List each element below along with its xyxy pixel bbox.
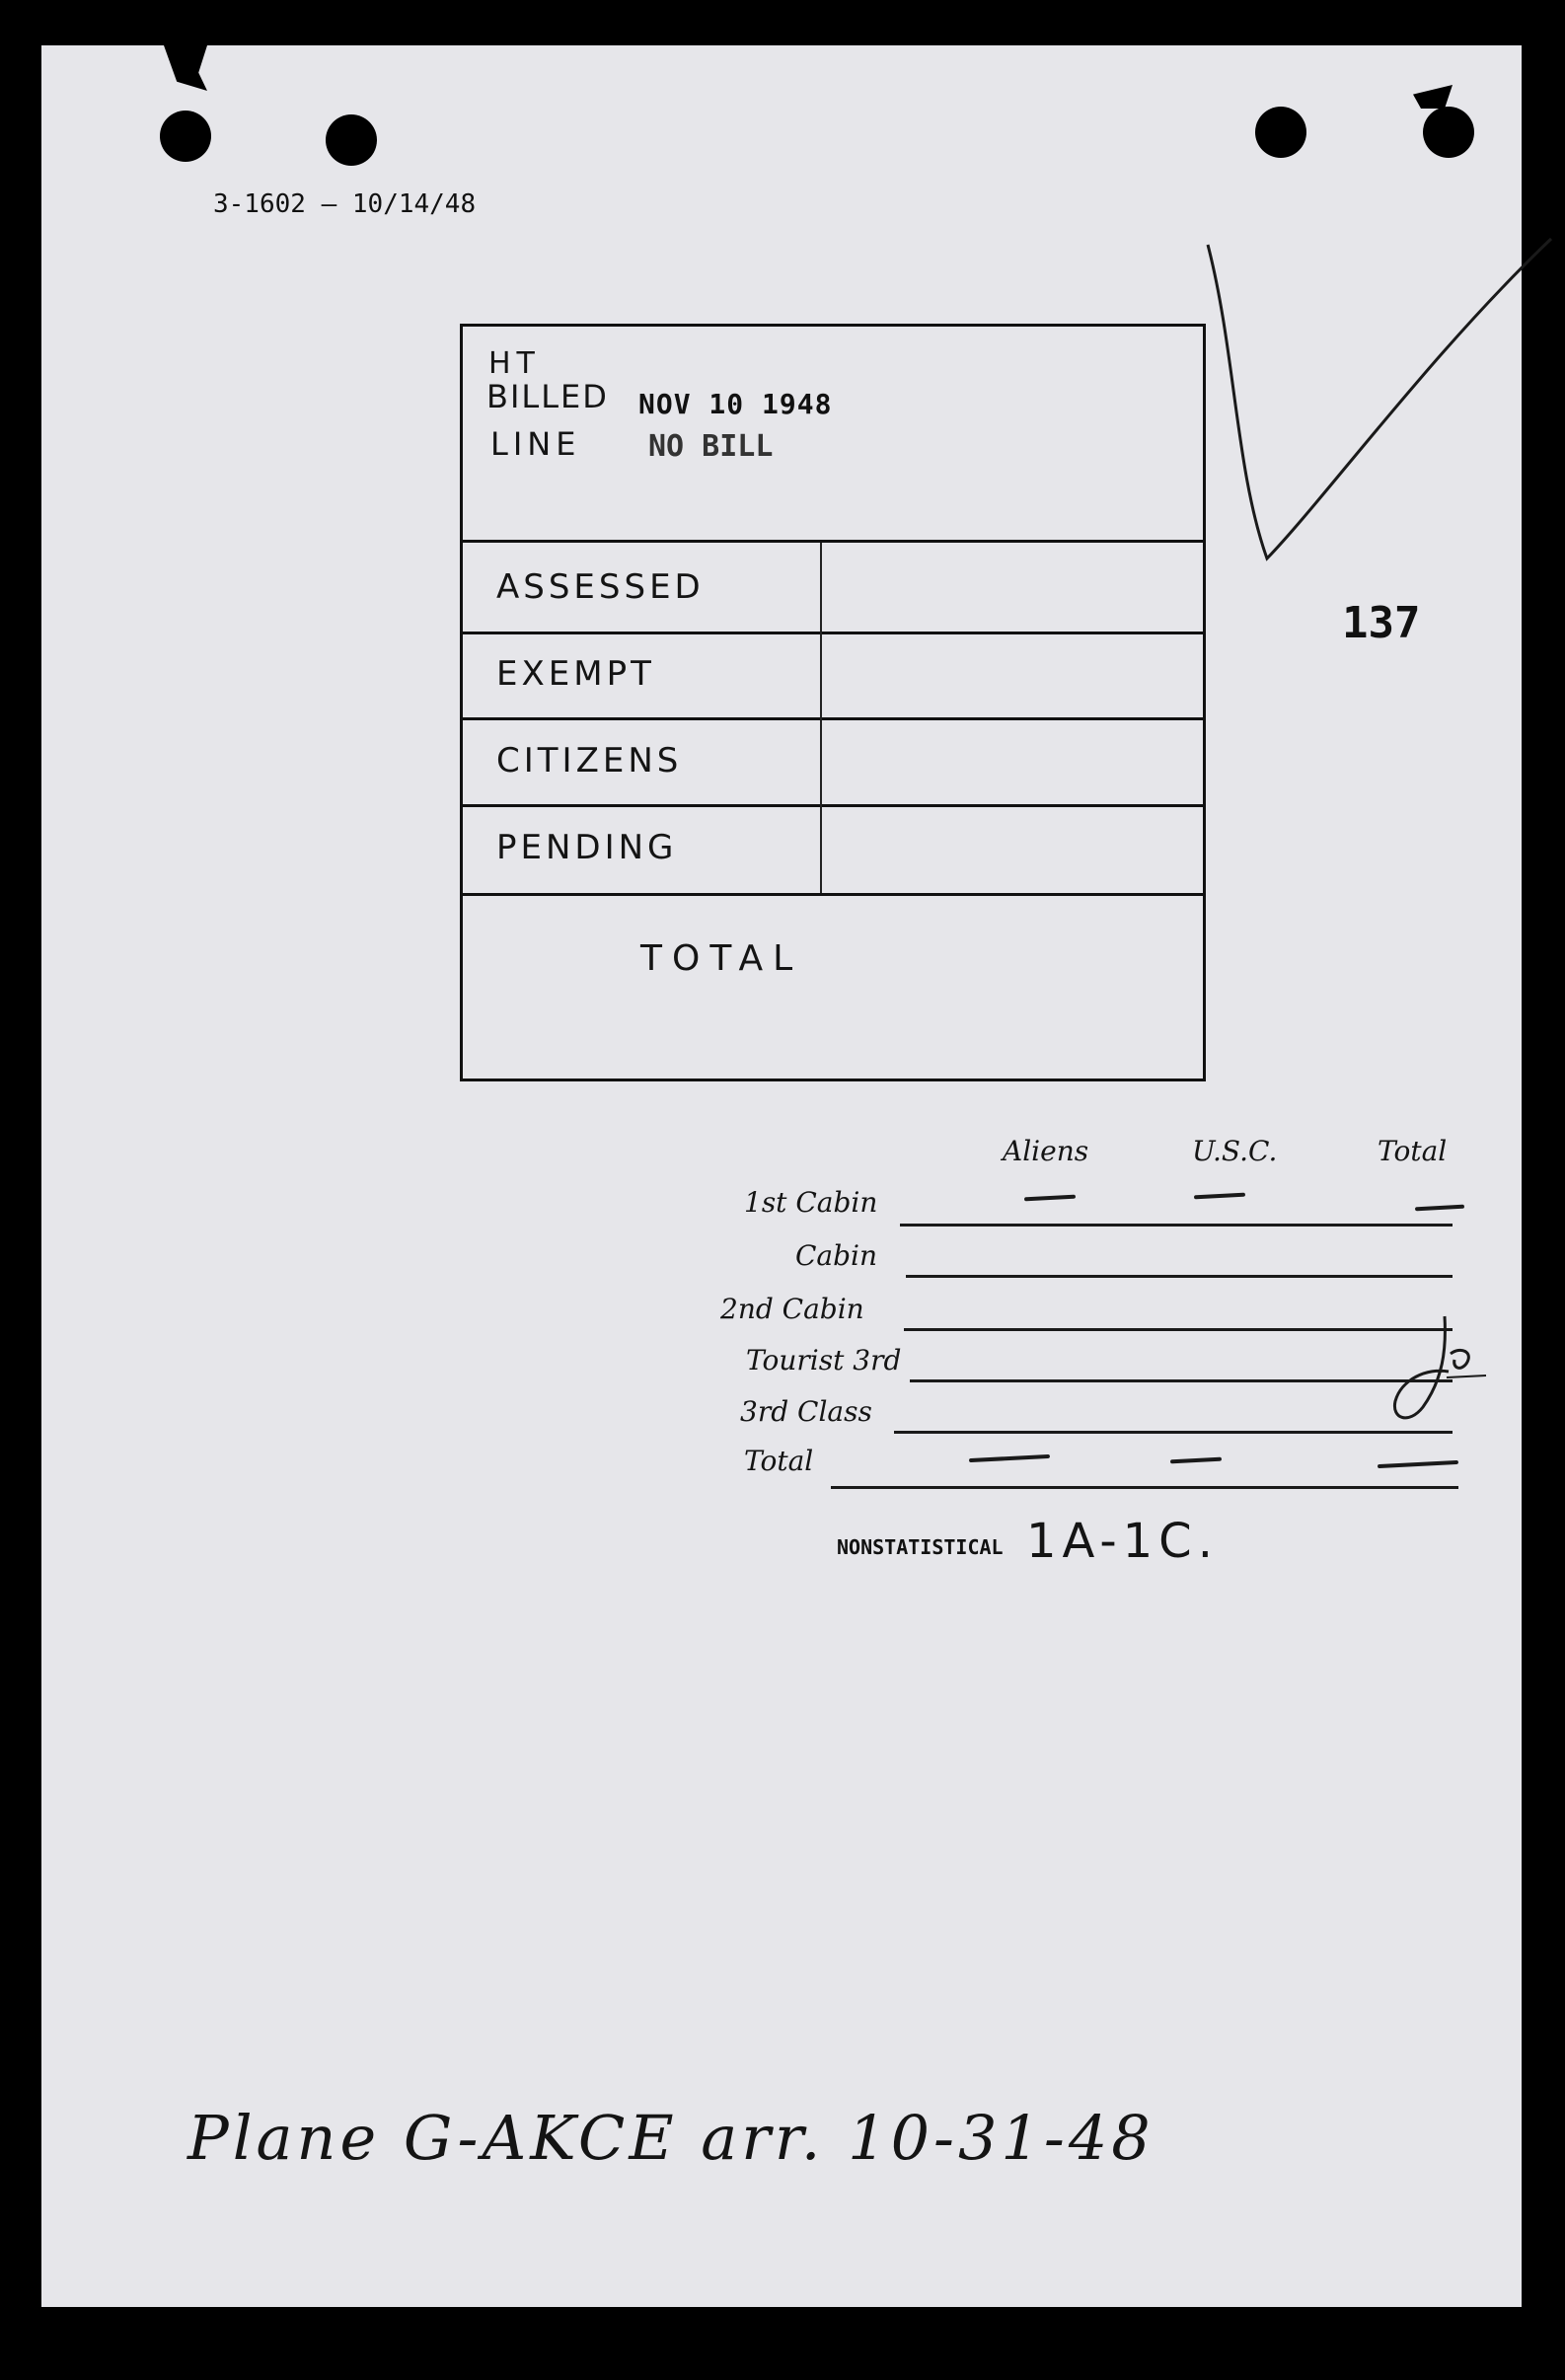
form-date: 10/14/48 (351, 189, 477, 219)
dash-total-aliens (969, 1454, 1050, 1462)
box-column-divider (820, 543, 822, 893)
form-header (213, 189, 476, 219)
billing-box (460, 324, 1206, 1081)
line-2nd-cabin (904, 1328, 1453, 1331)
punch-hole-right-2 (1423, 107, 1474, 158)
box-divider-top (463, 540, 1203, 543)
initials-scrawl (1383, 1310, 1492, 1429)
row-1st-cabin: 1st Cabin (744, 1186, 878, 1219)
no-bill-stamp: NO BILL (648, 429, 774, 464)
billed-date-stamp: NOV 10 1948 (638, 388, 833, 420)
row-total: Total (744, 1445, 814, 1477)
line-total (831, 1486, 1458, 1489)
side-number: 137 (1342, 598, 1421, 648)
box-divider-2 (463, 717, 1203, 720)
header-dash: — (321, 189, 352, 219)
line-code: HT (488, 346, 541, 381)
billed-label: BILLED (486, 378, 609, 415)
row-cabin: Cabin (795, 1239, 878, 1272)
box-divider-bottom (463, 893, 1203, 896)
total-label: TOTAL (640, 938, 803, 979)
col-aliens: Aliens (1003, 1135, 1089, 1167)
punch-hole-left-2 (326, 114, 377, 166)
row-tourist-3rd: Tourist 3rd (746, 1344, 902, 1376)
row-assessed: ASSESSED (496, 567, 705, 607)
row-2nd-cabin: 2nd Cabin (720, 1293, 864, 1325)
box-divider-1 (463, 632, 1203, 634)
row-exempt: EXEMPT (496, 654, 655, 694)
footer-note: Plane G-AKCE arr. 10-31-48 (187, 2102, 1155, 2174)
col-usc: U.S.C. (1192, 1135, 1278, 1167)
nonstatistical-value: 1A-1C. (1026, 1514, 1219, 1569)
dash-1st-cabin-usc (1194, 1193, 1245, 1200)
row-3rd-class: 3rd Class (740, 1395, 872, 1428)
torn-corner-left (164, 45, 207, 91)
row-pending: PENDING (496, 828, 678, 867)
punch-hole-right-1 (1255, 107, 1306, 158)
line-3rd-class (894, 1431, 1453, 1434)
document-page (41, 45, 1522, 2307)
initials-text (1441, 1328, 1464, 1352)
line-1st-cabin (900, 1224, 1453, 1227)
torn-corner-right (1413, 85, 1453, 109)
row-citizens: CITIZENS (496, 741, 683, 781)
dash-total-total (1378, 1460, 1458, 1468)
dash-total-usc (1170, 1457, 1222, 1464)
box-divider-3 (463, 804, 1203, 807)
dash-1st-cabin-aliens (1024, 1195, 1076, 1202)
line-tourist-3rd (910, 1379, 1453, 1382)
punch-hole-left-1 (160, 111, 211, 162)
dash-1st-cabin-total (1415, 1205, 1464, 1212)
form-number: 3-1602 (213, 189, 306, 219)
line-cabin (906, 1275, 1453, 1278)
line-label: LINE (490, 425, 581, 463)
check-mark (1196, 233, 1565, 608)
nonstatistical-label: NONSTATISTICAL (837, 1535, 1004, 1559)
col-total: Total (1378, 1135, 1448, 1167)
